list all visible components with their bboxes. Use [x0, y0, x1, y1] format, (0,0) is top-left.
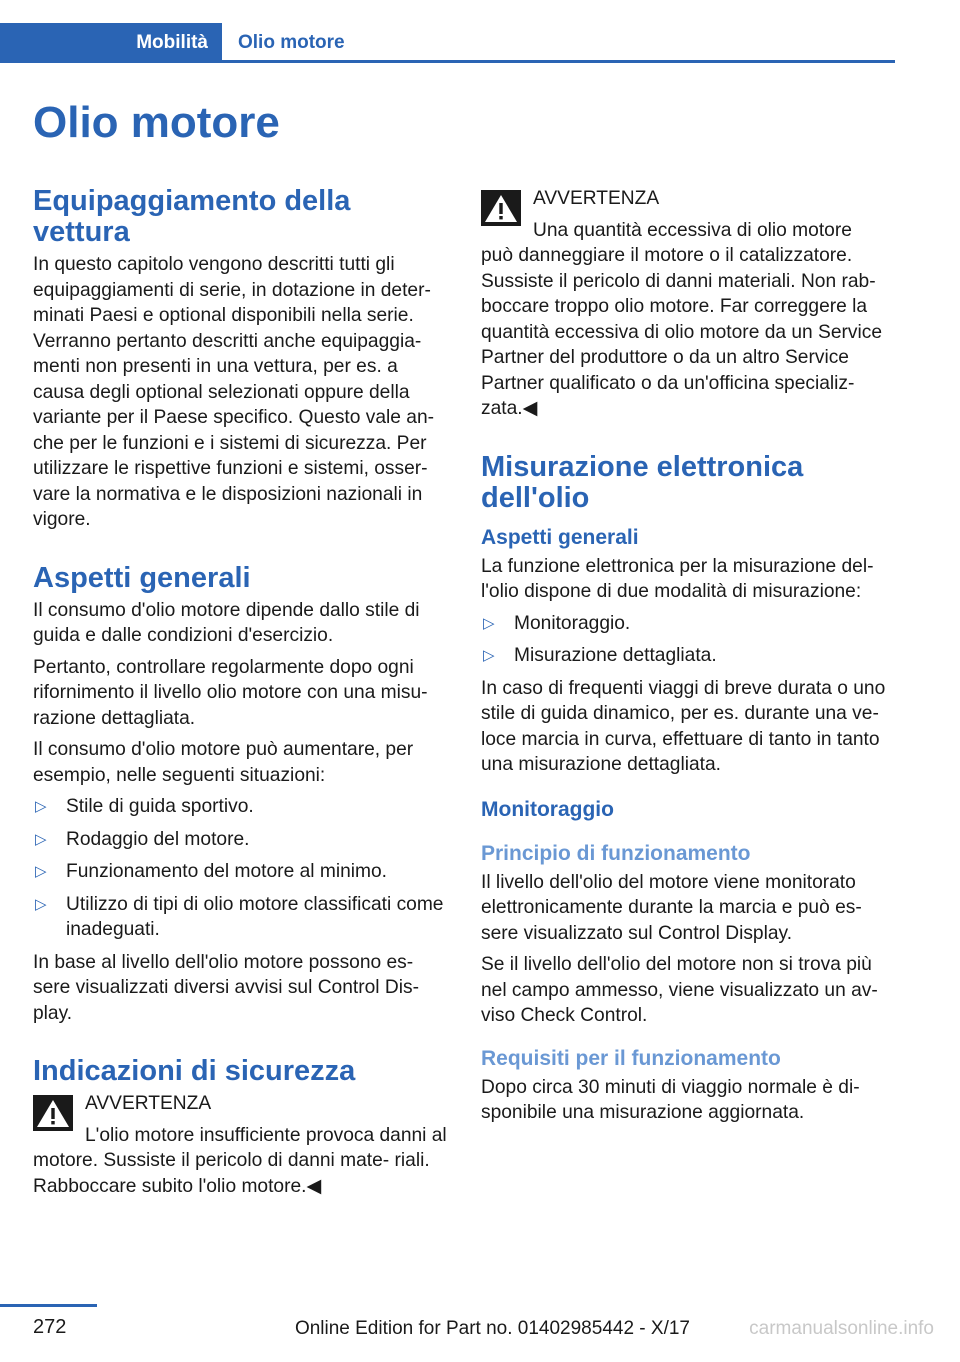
page-number: 272: [33, 1316, 67, 1338]
requirements-text: Dopo circa 30 minuti di viaggio normale è di‐ sponibile una misurazione aggiornata.: [481, 1076, 860, 1123]
warning-triangle-icon: [481, 190, 521, 226]
frequent-trips-text: In caso di frequenti viaggi di breve durata o uno stile di guida dinamico, per es. durante una ve‐ loce marcia in curva, effettuare di tanto in tanto una misurazione dettagliata.: [481, 677, 886, 775]
header-rule: [0, 60, 895, 63]
warning-box-2: [481, 186, 897, 422]
general-paragraph-3: Il consumo d'olio motore può aumentare, per esempio, nelle seguenti situazioni:: [33, 739, 414, 786]
general-paragraph-2: Pertanto, controllare regolarmente dopo ogni rifornimento il livello olio motore con una misu‐ razione dettagliata.: [33, 656, 428, 729]
left-column: [33, 186, 449, 1205]
warning-label: AVVERTENZA: [533, 188, 660, 209]
triangle-bullet-icon: ▷: [35, 863, 47, 880]
list-item: ▷ Stile di guida sportivo.: [33, 794, 449, 820]
requirements-heading: Requisiti per il funzionamento: [481, 1046, 781, 1070]
triangle-bullet-icon: ▷: [35, 798, 47, 815]
triangle-bullet-icon: ▷: [483, 614, 495, 632]
warning-box-1: [33, 1091, 449, 1199]
list-item: ▷ Misurazione dettagliata.: [481, 643, 897, 669]
warning-label: AVVERTENZA: [85, 1093, 212, 1114]
equipment-text: In questo capitolo vengono descritti tutti gli equipaggiamenti di serie, in dotazione in deter‐ minati Paesi e optional disponibili nella serie. Verranno pertanto descritti anche equipaggia‐ menti non presenti in una vettura, per es. a causa degli optional selezionati oppure della variante per il Paese specifico. Questo vale an‐ che per le funzioni e i sistemi di sicurezza. Per utilizzare le rispettive funzioni e sistemi, osser‐ vare la normativa e le disposizioni nazionali in vigore.: [33, 254, 435, 530]
chapter-tab: Olio motore: [238, 32, 345, 53]
footer-rule: [0, 1304, 97, 1307]
page-header: [0, 23, 895, 63]
general-paragraph-1: Il consumo d'olio motore dipende dallo stile di guida e dalle condizioni d'esercizio.: [33, 599, 420, 646]
warning-text: può danneggiare il motore o il catalizzatore. Sussiste il pericolo di danni materiali. Non rab‐ boccare troppo olio motore. Far correggere la quantità eccessiva di olio motore da un Service Partner del produttore o da un altro Service Partner qualificato o da un'officina specializ‐ zata.◀: [481, 245, 883, 419]
warning-first-line: Una quantità eccessiva di olio motore: [533, 219, 852, 241]
modes-list: [481, 611, 897, 669]
page-title: Olio motore: [33, 98, 280, 147]
principle-paragraph-1: Il livello dell'olio del motore viene monitorato elettronicamente durante la marcia e può es‐ sere visualizzato sul Control Display.: [481, 871, 862, 944]
triangle-bullet-icon: ▷: [35, 895, 47, 913]
general-text: La funzione elettronica per la misurazione del‐ l'olio dispone di due modalità di misurazione:: [481, 555, 874, 602]
general-subheading: Aspetti generali: [481, 525, 639, 549]
triangle-bullet-icon: ▷: [35, 830, 47, 848]
general-paragraph-4: In base al livello dell'olio motore possono es‐ sere visualizzati diversi avvisi sul Control Dis‐ play.: [33, 951, 419, 1024]
list-item: ▷ Utilizzo di tipi di olio motore classificati come inadeguati.: [35, 893, 444, 940]
right-column: [481, 186, 897, 1132]
list-item: ▷ Funzionamento del motore al minimo.: [33, 859, 449, 885]
measurement-heading: Misurazione elettronica dell'olio: [481, 450, 804, 514]
safety-heading: Indicazioni di sicurezza: [33, 1055, 356, 1087]
triangle-bullet-icon: ▷: [483, 647, 495, 664]
list-item: ▷ Monitoraggio.: [481, 611, 897, 637]
warning-triangle-icon: [33, 1095, 73, 1131]
list-item: ▷ Rodaggio del motore.: [33, 827, 449, 853]
equipment-heading: Equipaggiamento della vettura: [33, 185, 351, 248]
situations-list: [33, 794, 449, 943]
principle-heading: Principio di funzionamento: [481, 841, 751, 865]
warning-text: L'olio motore insufficiente provoca danni al motore. Sussiste il pericolo di danni mate‐ riali. Rabboccare subito l'olio motore.◀: [33, 1124, 447, 1197]
section-tab: Mobilità: [0, 23, 222, 63]
principle-paragraph-2: Se il livello dell'olio del motore non si trova più nel campo ammesso, viene visualizzato un av‐ viso Check Control.: [481, 954, 878, 1026]
monitoring-heading: Monitoraggio: [481, 797, 614, 821]
edition-note: Online Edition for Part no. 01402985442 - X/17: [294, 1318, 690, 1339]
general-heading: Aspetti generali: [33, 561, 251, 594]
watermark: carmanualsonline.info: [749, 1318, 934, 1339]
